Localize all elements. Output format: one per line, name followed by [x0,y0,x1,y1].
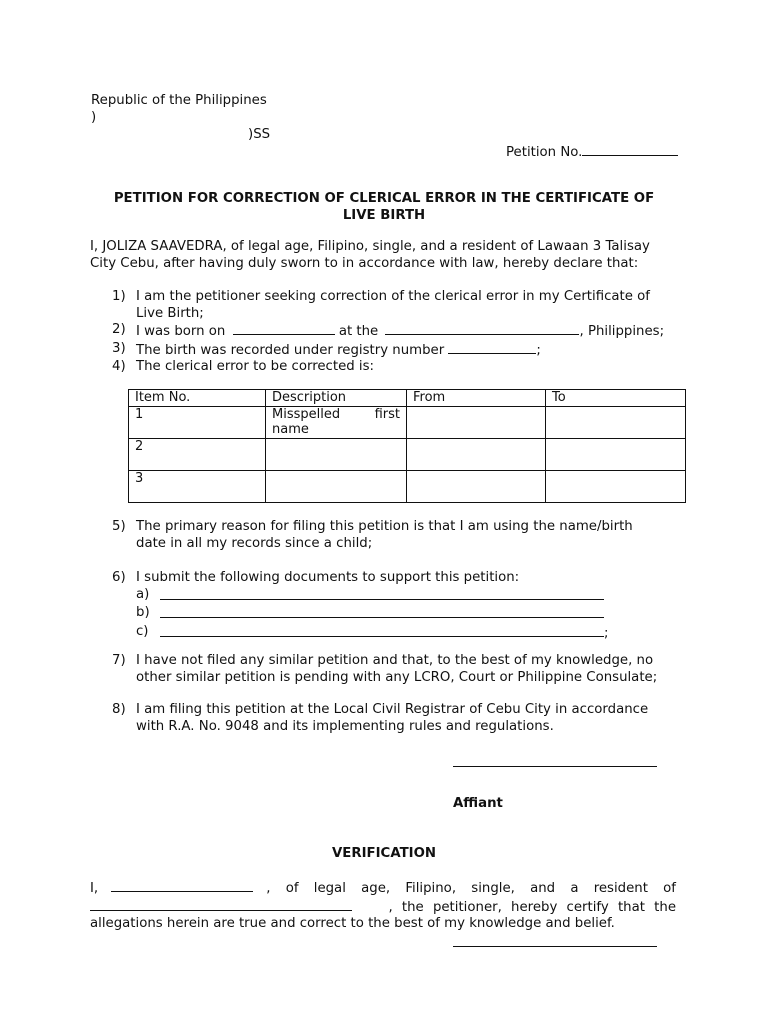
birth-date-blank [233,322,335,335]
item-number: 2) [112,322,126,337]
affiant-signature-line [453,766,657,767]
cell-to [546,438,686,470]
list-item-2 [112,322,686,341]
item-5-line-1: The primary reason for filing this petition is that I am using the name/birth [136,519,633,534]
list-item-6 [112,570,686,642]
list-item-1 [112,289,686,322]
item-2-text-a: I was born on [136,324,226,339]
table-header-row [129,390,686,407]
item-2-text-b: at the [338,324,379,339]
document-line-c [136,624,686,643]
item-7-line-2: other similar petition is pending with any LCRO, Court or Philippine Consulate; [136,669,658,685]
sub-label-b: b) [136,605,150,620]
document-blank-c [160,624,604,637]
birth-place-blank [385,322,579,335]
intro-line-1: I, JOLIZA SAAVEDRA, of legal age, Filipino, single, and a resident of Lawaan 3 Talisay [90,239,650,254]
header-to: To [546,390,686,407]
document-line-b [136,605,686,624]
cell-item: 1 [129,406,266,438]
list-item-8 [112,702,686,735]
header-from: From [407,390,546,407]
table-row [129,470,686,502]
cell-description [266,406,407,438]
list-item-5 [112,519,686,552]
item-8-line-1: I am filing this petition at the Local Civil Registrar of Cebu City in accordance [136,702,649,717]
title-line-2: LIVE BIRTH [342,207,426,223]
item-3-end: ; [536,342,541,358]
sub-label-c: c) [136,623,149,639]
table-row [129,406,686,438]
petition-number-blank [582,143,678,156]
intro-line-2: City Cebu, after having duly sworn to in accordance with law, hereby declare that: [90,255,639,271]
item-number: 6) [112,570,126,585]
list-item-3 [112,341,686,360]
desc-word-2: first [374,406,400,422]
header-item-no: Item No. [129,390,266,407]
item-number: 7) [112,653,126,668]
verification-line-2 [90,898,676,917]
item-2-text-c: , Philippines; [579,324,665,339]
item-number: 1) [112,289,126,304]
verification-title: VERIFICATION [331,846,437,861]
verifier-signature-line [453,946,657,947]
verification-i: I, [90,881,99,896]
cell-item: 3 [129,470,266,502]
document-blank-a [160,587,604,600]
sub-c-end: ; [604,625,609,641]
item-3-text: The birth was recorded under registry number [136,342,445,358]
cell-from [407,438,546,470]
title-line-1: PETITION FOR CORRECTION OF CLERICAL ERROR IN THE CERTIFICATE OF [113,191,655,206]
verifier-name-blank [111,879,253,892]
item-number: 8) [112,702,126,717]
verification-paragraph [90,879,676,933]
clerical-error-table [128,389,686,503]
item-7-line-1: I have not filed any similar petition and that, to the best of my knowledge, no [136,653,654,668]
item-5-line-2: date in all my records since a child; [136,535,373,551]
cell-description [266,470,407,502]
petition-number-label: Petition No. [506,145,583,160]
desc-word-1: Misspelled [272,406,341,422]
registry-number-blank [448,341,536,354]
list-item-7 [112,653,686,686]
item-1-line-1: I am the petitioner seeking correction of the clerical error in my Certificate of [136,289,650,304]
item-8-line-2: with R.A. No. 9048 and its implementing rules and regulations. [136,718,554,734]
verification-line-3: allegations herein are true and correct to the best of my knowledge and belief. [90,916,615,931]
verification-line-1 [90,879,676,898]
desc-word-3: name [272,422,309,437]
verifier-address-blank [90,898,352,911]
item-number: 3) [112,340,126,356]
petition-number [506,143,678,162]
cell-from [407,406,546,438]
cell-item: 2 [129,438,266,470]
verification-line-2-rest: , the petitioner, hereby certify that the [388,899,676,915]
paren-line: ) [91,110,97,125]
table-row [129,438,686,470]
verification-line-1-rest: , of legal age, Filipino, single, and a resident of [266,881,676,896]
affiant-label: Affiant [453,796,503,811]
item-1-line-2: Live Birth; [136,305,204,321]
declaration-list-1 [112,289,686,376]
item-number: 4) [112,359,126,374]
country-line: Republic of the Philippines [91,93,267,108]
document-blank-b [160,605,604,618]
cell-to [546,406,686,438]
item-number: 5) [112,519,126,534]
item-6-text: I submit the following documents to support this petition: [136,570,520,585]
document-line-a [136,587,686,606]
cell-from [407,470,546,502]
cell-to [546,470,686,502]
ss-line: )SS [248,127,271,142]
document-title [90,191,678,224]
list-item-4 [112,359,686,376]
sub-label-a: a) [136,586,150,602]
cell-description [266,438,407,470]
header-description: Description [266,390,407,407]
item-4-text: The clerical error to be corrected is: [136,359,375,374]
intro-paragraph [90,239,650,272]
